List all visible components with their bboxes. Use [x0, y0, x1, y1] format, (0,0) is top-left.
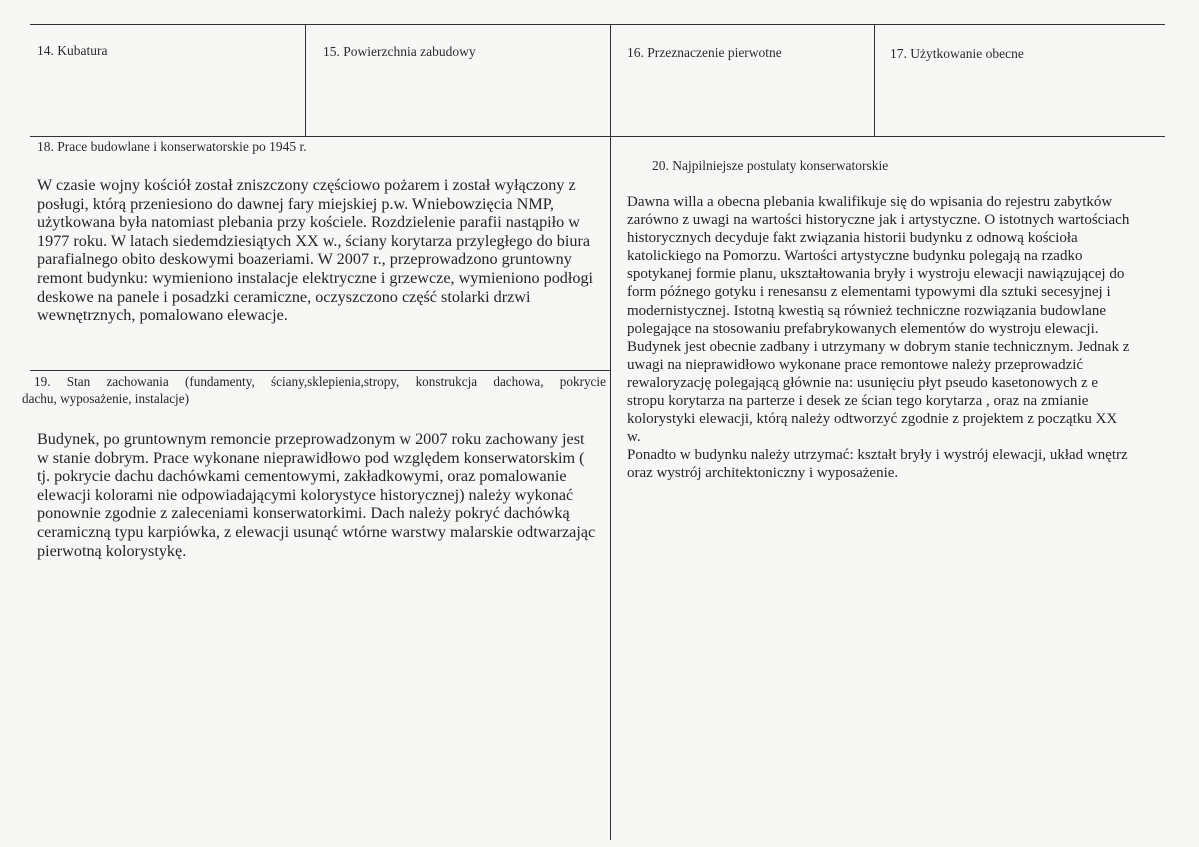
- section-19-label-word: zachowania: [106, 374, 169, 389]
- section-19-label-word: 19.: [34, 374, 51, 389]
- section-19-text: [37, 430, 597, 560]
- section-18-text: [37, 176, 605, 325]
- section-20-paragraph-1: Dawna willa a obecna plebania kwalifikuje się do wpisania do rejestru zabytków zarówno z uwagi na wartości historyczne jak i artystyczne. O istotnych wartościach historycznych decyduje fakt związania historii budynku z odnową kościoła katolickiego na Pomorzu. Wartości artystyczne budynku polegają na rzadko spotykanej formie planu, ukształtowania bryły i wystroju elewacji nawiązującej do form późnego gotyku i renesansu z elementami typowymi dla sztuki secesyjnej i modernistycznej. Istotną kwestią są również techniczne rozwiązania budowlane polegające na stosowaniu prefabrykowanych elementów do wystroju elewacji.: [627, 194, 1130, 337]
- header-row-bottom-border: [30, 136, 1165, 137]
- top-border: [30, 24, 1165, 25]
- section-19-label-word: dachowa,: [493, 374, 544, 389]
- section-19-label-word: Stan: [66, 374, 91, 389]
- section-19-paragraph: Budynek, po gruntownym remoncie przeprowadzonym w 2007 roku zachowany jest w stanie dobrym. Prace wykonane nieprawidłowo pod względem konserwatorskim ( tj. pokrycie dachu dachówkami cementowymi, zakładkowymi, oraz pomalowanie elewacji kolorami nie odpowiadającymi kolorystyce historycznej) należy wykonać ponownie zgodnie z zaleceniami konserwatorkimi. Dach należy pokryć dachówką ceramiczną typu karpiówka, z elewacji usunąć wtórne warstwy malarskie odtwarzając pierwotną kolorystykę.: [37, 430, 596, 560]
- section-20-label: 20. Najpilniejsze postulaty konserwatorskie: [652, 158, 889, 173]
- section-19-label-word: konstrukcja: [415, 374, 478, 389]
- section-20-text: [627, 193, 1134, 483]
- main-column-divider: [610, 24, 611, 840]
- section-19-label-word: ściany,sklepienia,stropy,: [271, 374, 400, 389]
- section-20-paragraph-2: Budynek jest obecnie zadbany i utrzymany w dobrym stanie technicznym. Jednak z uwagi na nieprawidłowo wykonane prace remontowe należy przeprowadzić rewaloryzację polegającą głównie na: usunięciu płyt pseudo kasetonowych z e stropu korytarza na parterze i desek ze ścian tego korytarza , oraz na zmianie kolorystyki elewacji, którą należy odtworzyć zgodnie z projektem z początku XX w.: [627, 338, 1130, 446]
- divider-16-17: [874, 24, 875, 136]
- section-19-label-word: pokrycie: [559, 374, 606, 389]
- divider-14-15: [305, 24, 306, 136]
- field-17-uzytkowanie-label: 17. Użytkowanie obecne: [890, 46, 1024, 61]
- section-19-label-word: (fundamenty,: [184, 374, 255, 389]
- field-14-kubatura-label: 14. Kubatura: [37, 43, 108, 58]
- field-16-przeznaczenie-label: 16. Przeznaczenie pierwotne: [627, 45, 782, 60]
- section-20-paragraph-3: Ponadto w budynku należy utrzymać: kształt bryły i wystrój elewacji, układ wnętrz oraz wystrój architektoniczny i wyposażenie.: [627, 447, 1128, 482]
- section-19-top-border: [30, 370, 610, 371]
- section-18-paragraph: W czasie wojny kościół został zniszczony częściowo pożarem i został wyłączony z posługi, którą przeniesiono do dawnej fary miejskiej p.w. Wniebowzięcia NMP, użytkowana była natomiast plebania przy kościele. Rozdzielenie parafii nastąpiło w 1977 roku. W latach siedemdziesiątych XX w., ściany korytarza przyległego do biura parafialnego obito deskowymi boazeriami. W 2007 r., przeprowadzono gruntowny remont budynku: wymieniono instalacje elektryczne i grzewcze, wymieniono podłogi deskowe na panele i posadzki ceramiczne, oczyszczono część stolarki drzwi wewnętrznych, pomalowano elewacje.: [37, 176, 594, 325]
- section-19-label-line2: dachu, wyposażenie, instalacje): [22, 390, 189, 406]
- section-18-label: 18. Prace budowlane i konserwatorskie po 1945 r.: [37, 139, 307, 154]
- section-19-label-line1: [22, 374, 606, 391]
- section-19-label: [22, 374, 606, 407]
- field-15-powierzchnia-label: 15. Powierzchnia zabudowy: [323, 44, 476, 59]
